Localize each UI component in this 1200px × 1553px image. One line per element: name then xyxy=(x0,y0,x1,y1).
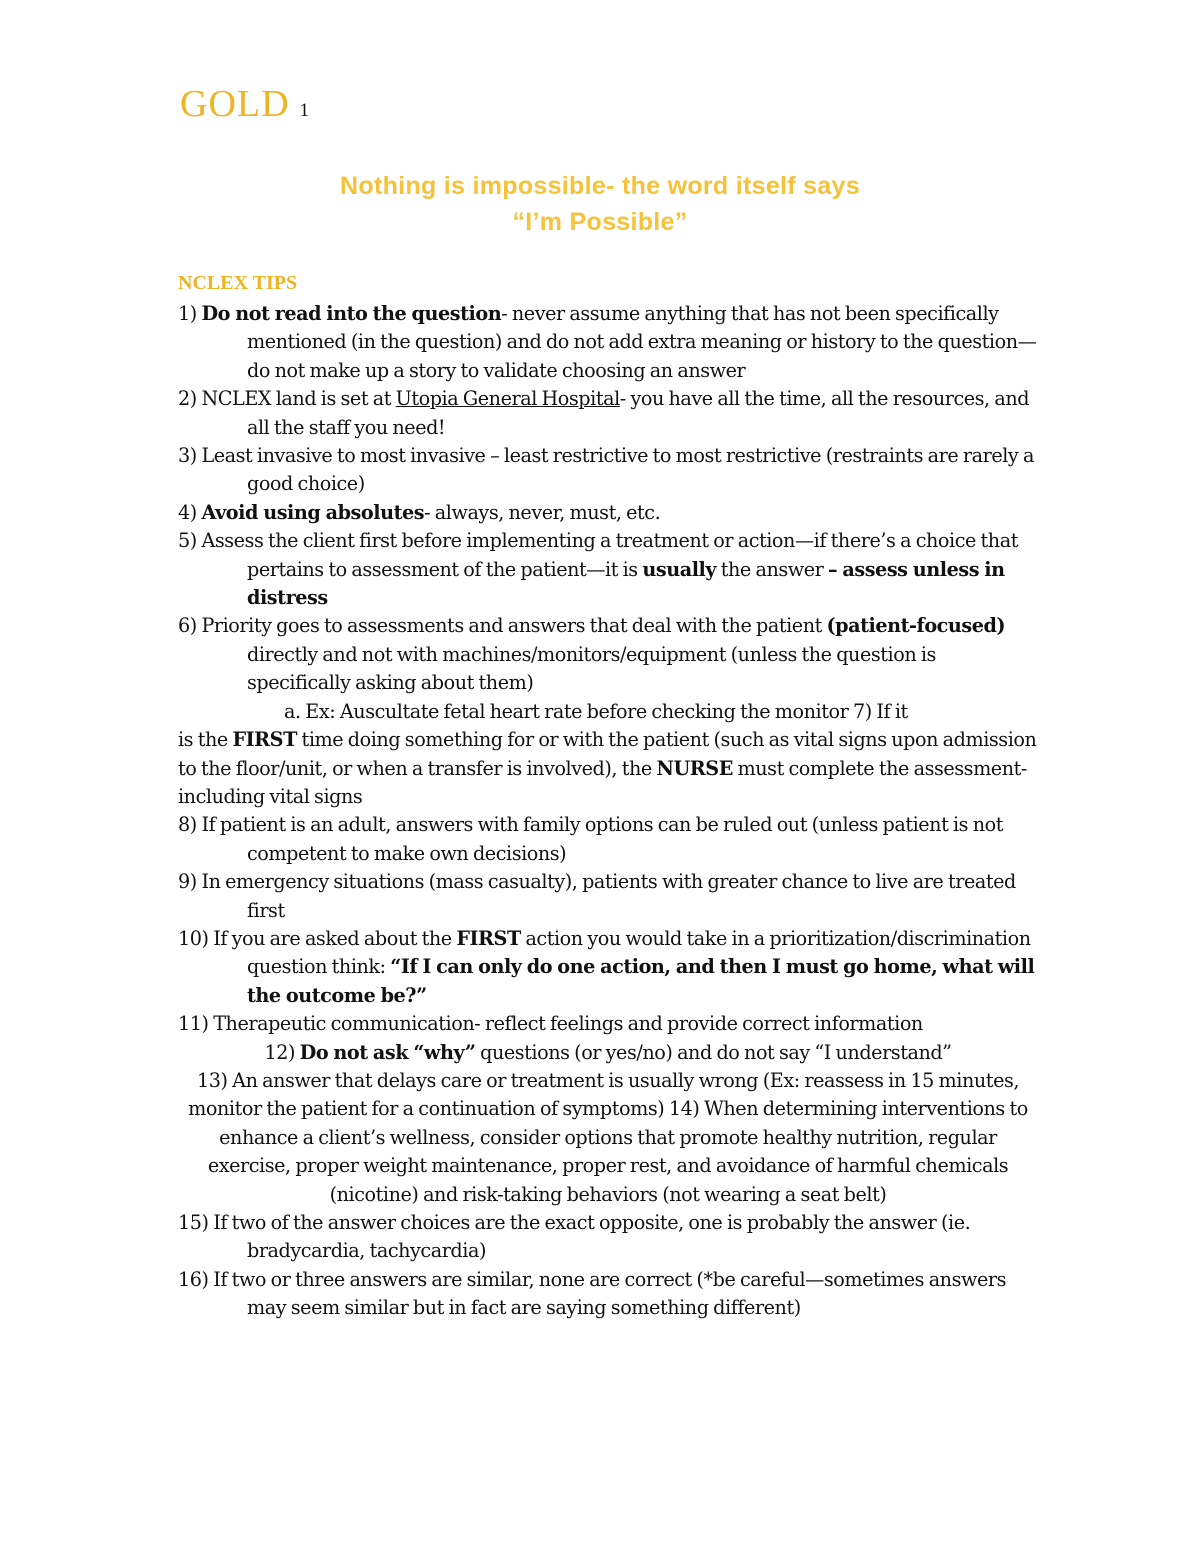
tip-emphasis: Do not ask “why” xyxy=(299,1040,476,1064)
tip-5 xyxy=(178,527,1038,612)
tip-8: 8) If patient is an adult, answers with family options can be ruled out (unless patient is not competent to make own decisions) xyxy=(178,813,1004,865)
tip-emphasis: Do not read into the question xyxy=(201,302,502,325)
page-number: 1 xyxy=(299,100,310,121)
tip-emphasis: usually xyxy=(642,557,717,581)
page-header xyxy=(180,82,309,126)
tips-list xyxy=(178,300,1038,1323)
tip-13-14: 13) An answer that delays care or treatment is usually wrong (Ex: reassess in 15 minutes, monitor the patient for a continuation of symptoms) 14) When determining interventions to enhance a client’s wellness, consider options that promote healthy nutrition, regular exercise, proper weight maintenance, proper rest, and avoidance of harmful chemicals (nicotine) and risk-taking behaviors (not wearing a seat belt) xyxy=(188,1068,1028,1206)
quote-line-1: Nothing is impossible- the word itself says xyxy=(340,172,860,200)
tip-6-example: a. Ex: Auscultate fetal heart rate before checking the monitor 7) If it xyxy=(284,699,908,723)
tip-emphasis: NURSE xyxy=(656,756,733,780)
tip-text: directly and not with machines/monitors/equipment (unless the question is specifically asking about them) xyxy=(247,642,936,695)
tip-emphasis: (patient-focused) xyxy=(826,614,1006,638)
tip-number: 12) xyxy=(264,1040,300,1064)
tip-1 xyxy=(178,300,1038,385)
tip-emphasis: FIRST xyxy=(232,728,297,752)
tip-11: 11) Therapeutic communication- reflect feelings and provide correct information xyxy=(178,1012,923,1036)
tip-4 xyxy=(178,499,1038,527)
tip-number: 2) xyxy=(178,387,202,411)
tip-text: action you would take in a prioritization/discrimination question think: xyxy=(247,926,1031,979)
tip-7 xyxy=(178,726,1038,811)
tip-3: 3) Least invasive to most invasive – least restrictive to most restrictive (restraints are rarely a good choice) xyxy=(178,444,1034,496)
tip-text: questions (or yes/no) and do not say “I understand” xyxy=(475,1040,952,1064)
underlined-hospital-name: Utopia General Hospital xyxy=(395,387,620,411)
quote-line-2: “I’m Possible” xyxy=(512,208,688,236)
tip-text: - always, never, must, etc. xyxy=(424,500,661,524)
section-title: NCLEX TIPS xyxy=(178,272,298,294)
tip-emphasis: FIRST xyxy=(456,926,521,950)
tip-12 xyxy=(178,1039,1038,1067)
tip-text: - never assume anything that has not been specifically mentioned (in the question) and do not add extra meaning or history to the question—do not make up a story to validate choosing an answer xyxy=(247,302,1037,382)
tip-9: 9) In emergency situations (mass casualty), patients with greater chance to live are treated first xyxy=(178,870,1016,922)
tip-text: time doing something for or with the patient (such as vital signs upon admission to the floor/unit, or when a transfer is involved), the xyxy=(178,728,1037,780)
tip-15: 15) If two of the answer choices are the exact opposite, one is probably the answer (ie. bradycardia, tachycardia) xyxy=(178,1211,971,1263)
tip-text: must complete the assessment- including vital signs xyxy=(178,756,1027,808)
tip-10 xyxy=(178,925,1038,1010)
tip-text: NCLEX land is set at xyxy=(201,387,396,411)
header-word: GOLD xyxy=(180,83,290,125)
tip-text: 5) Assess the client first before implementing a treatment or action—if there’s a choice that pertains to assessment of the patient—it is xyxy=(178,529,1018,581)
motivational-quote xyxy=(0,168,1200,240)
tip-number: 1) xyxy=(178,302,202,325)
tip-6 xyxy=(178,612,1038,697)
tip-emphasis: Avoid using absolutes xyxy=(201,500,425,524)
tip-text: is the xyxy=(178,728,233,752)
tip-emphasis: “If I can only do one action, and then I must go home, what will the outcome be?” xyxy=(247,955,1035,1007)
tip-2 xyxy=(178,385,1038,442)
tip-text: - you have all the time, all the resources, and all the staff you need! xyxy=(247,387,1030,439)
tip-emphasis: – assess unless in distress xyxy=(247,557,1005,610)
tip-number: 4) xyxy=(178,500,202,524)
tip-text: 10) If you are asked about the xyxy=(178,926,457,950)
tip-text: the answer xyxy=(716,557,828,581)
tip-text: 6) Priority goes to assessments and answers that deal with the patient xyxy=(178,614,827,638)
tip-16: 16) If two or three answers are similar, none are correct (*be careful—sometimes answers may seem similar but in fact are saying something different) xyxy=(178,1267,1006,1320)
